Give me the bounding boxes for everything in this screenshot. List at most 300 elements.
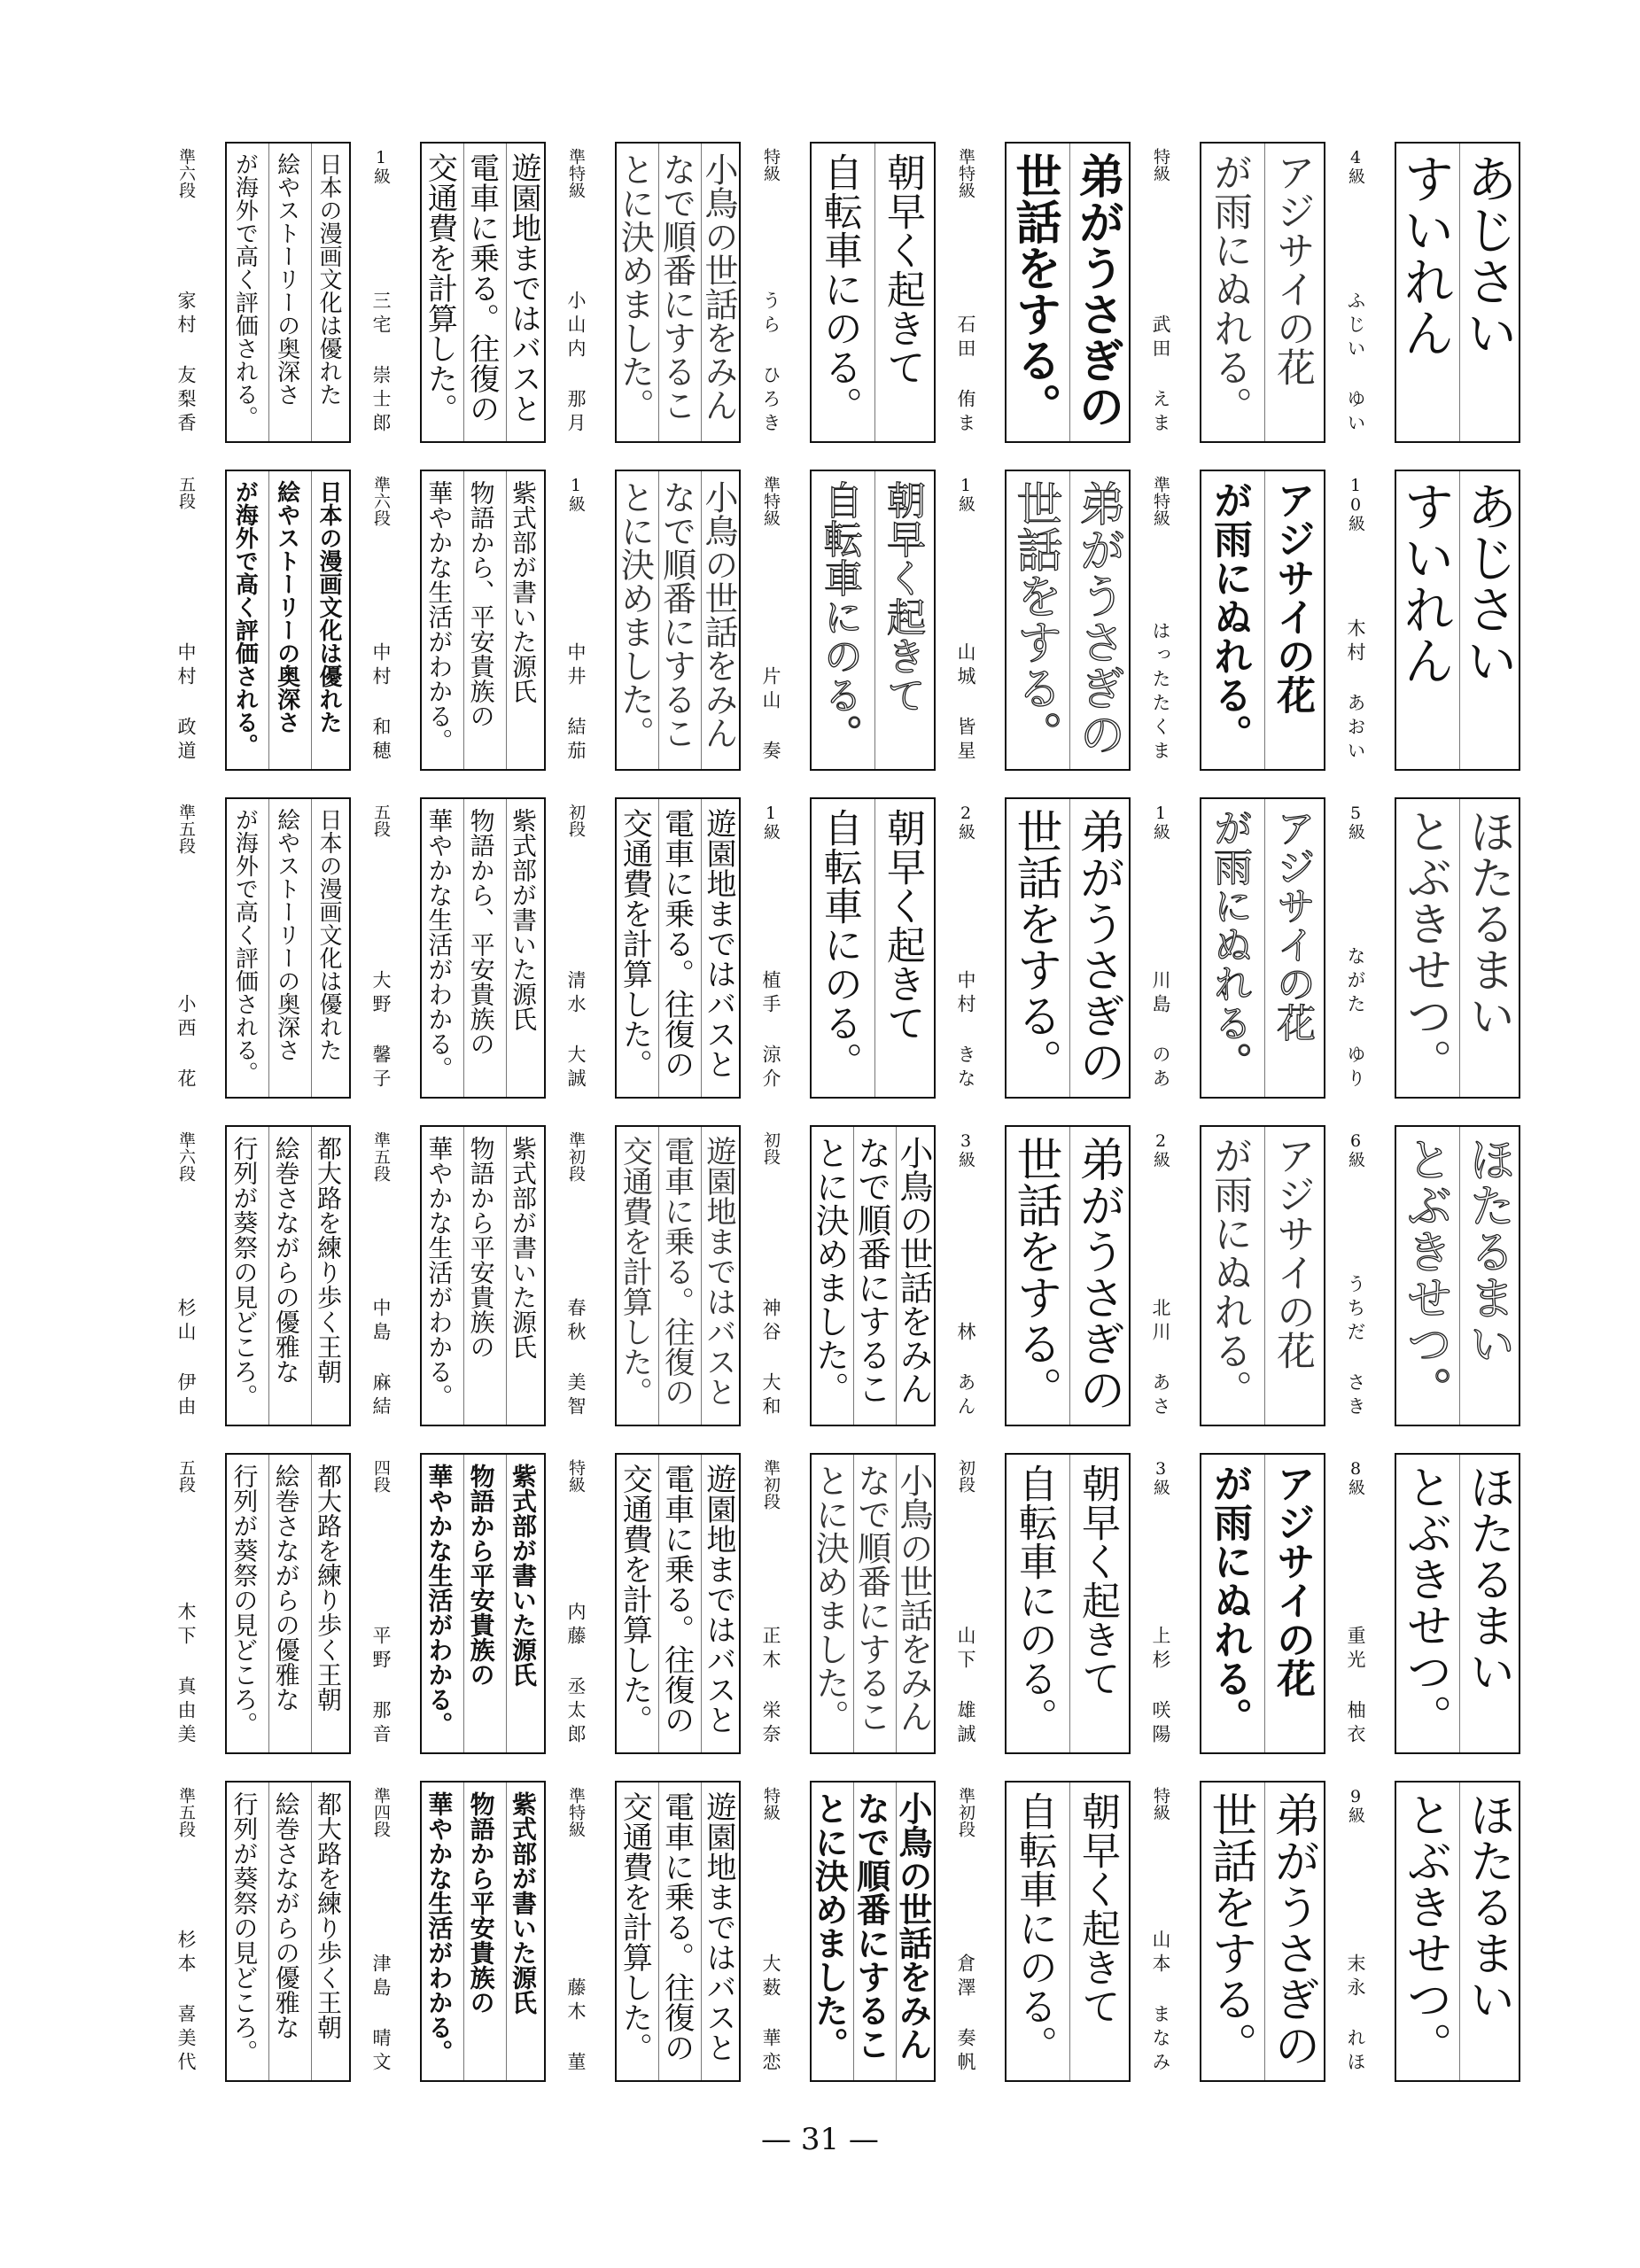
entry-meta [744, 1783, 806, 2079]
brush-text-column: 紫式部が書いた源氏 [509, 1464, 538, 1687]
brush-text-column: 世話をする。 [1203, 1791, 1256, 2068]
calligraphy-entry [939, 1776, 1134, 2086]
brush-text-column: ほたるまい [1461, 1791, 1514, 2022]
brush-text-column: なで順番にするこ [657, 480, 696, 750]
entry-name: 神谷 大和 [760, 1298, 781, 1420]
writing-box [420, 1453, 546, 1754]
brush-text-column: 自転車にのる。 [817, 480, 862, 753]
entry-meta [549, 144, 611, 440]
entry-meta [1329, 800, 1391, 1096]
writing-box [1005, 1125, 1131, 1426]
entry-rank: 6級 [1346, 1131, 1365, 1168]
brush-text-column: 自転車にのる。 [1012, 1791, 1057, 2064]
calligraphy-sheet [159, 137, 1518, 2091]
calligraphy-entry [1134, 137, 1329, 447]
entry-meta [354, 472, 416, 768]
writing-box [1005, 1781, 1131, 2082]
calligraphy-entry [1134, 1121, 1329, 1431]
brush-text-column: が雨にぬれる。 [1207, 1464, 1252, 1736]
brush-text-column: とに決めました。 [810, 1464, 850, 1733]
writing-box [615, 470, 741, 771]
writing-box [810, 470, 936, 771]
brush-text-column: 物語から平安貴族の [466, 1136, 496, 1359]
brush-text-column: 華やかな生活がわかる。 [424, 1464, 455, 1736]
entry-rank: 初段 [566, 804, 586, 837]
writing-box [225, 797, 351, 1099]
entry-rank: 特級 [1151, 148, 1170, 182]
entry-meta [1134, 1783, 1196, 2079]
writing-box [1395, 1781, 1520, 2082]
entry-rank: 準初段 [761, 1459, 781, 1510]
brush-text-column: 遊園地まではバスと [701, 1464, 736, 1735]
entry-name: 杉山 伊由 [175, 1298, 197, 1420]
brush-text-column: が海外で高く評価される。 [231, 152, 259, 429]
calligraphy-entry [549, 137, 744, 447]
entry-meta [1134, 1128, 1196, 1424]
writing-box [1395, 470, 1520, 771]
brush-text-column: 弟がうさぎの [1266, 1791, 1319, 2068]
entry-rank: 準六段 [176, 148, 196, 198]
entry-rank: 1級 [566, 476, 586, 512]
entry-name: 内藤 丞太郎 [565, 1602, 587, 1748]
entry-row [159, 137, 1518, 447]
brush-text-column: 紫式部が書いた源氏 [509, 480, 538, 703]
entry-rank: 準特級 [1151, 476, 1170, 526]
entry-name: 正木 栄奈 [760, 1626, 781, 1748]
entry-meta [1329, 472, 1391, 768]
entry-meta [159, 144, 222, 440]
entry-rank: 準五段 [176, 804, 196, 854]
brush-text-column: 世話をする。 [1008, 480, 1061, 757]
brush-text-column: アジサイの花 [1270, 808, 1315, 1042]
brush-text-column: あじさい [1457, 152, 1518, 358]
entry-rank: 準初段 [566, 1131, 586, 1182]
brush-text-column: とに決めました。 [615, 152, 655, 422]
brush-text-column: 物語から、平安貴族の [466, 480, 496, 728]
entry-name: 平野 那音 [370, 1626, 392, 1748]
brush-text-column: 遊園地まではバスと [701, 1791, 736, 2062]
writing-box [225, 470, 351, 771]
entry-rank: 準特級 [566, 148, 586, 198]
calligraphy-entry [1329, 137, 1524, 447]
calligraphy-entry [939, 1121, 1134, 1431]
entry-name: うちだ さき [1345, 1274, 1366, 1420]
brush-text-column: 日本の漫画文化は優れた [315, 480, 342, 734]
brush-text-column: 華やかな生活がわかる。 [424, 480, 455, 753]
entry-rank: 準四段 [371, 1787, 391, 1837]
brush-text-column: が雨にぬれる。 [1207, 1136, 1252, 1409]
writing-box [1005, 142, 1131, 443]
brush-text-column: 交通費を計算した。 [617, 1791, 653, 2062]
entry-meta [159, 800, 222, 1096]
entry-name: 林 あん [955, 1322, 976, 1420]
calligraphy-entry [159, 137, 354, 447]
brush-text-column: 行列が葵祭の見どころ。 [229, 1136, 260, 1409]
entry-name: 中井 結茄 [565, 642, 587, 765]
writing-box [1395, 797, 1520, 1099]
brush-text-column: 絵巻さながらの優雅な [271, 1464, 301, 1712]
writing-box [225, 1453, 351, 1754]
entry-name: 家村 友梨香 [175, 291, 197, 437]
calligraphy-entry [744, 465, 939, 775]
brush-text-column: 弟がうさぎの [1070, 152, 1124, 429]
entry-meta [159, 1783, 222, 2079]
calligraphy-entry [1134, 1449, 1329, 1759]
entry-meta [744, 800, 806, 1096]
writing-box [225, 1125, 351, 1426]
entry-rank: 8級 [1346, 1459, 1365, 1495]
entry-name: 北川 あさ [1150, 1298, 1171, 1420]
entry-name: 武田 えま [1150, 315, 1171, 437]
writing-box [1005, 470, 1131, 771]
entry-name: 三宅 崇士郎 [370, 291, 392, 437]
entry-meta [1134, 144, 1196, 440]
entry-name: 山城 皆星 [955, 642, 976, 765]
entry-rank: 特級 [1151, 1787, 1170, 1821]
entry-name: 山本 まなみ [1150, 1930, 1171, 2076]
entry-rank: 初段 [956, 1459, 975, 1493]
writing-box [810, 1781, 936, 2082]
entry-rank: 準特級 [566, 1787, 586, 1837]
calligraphy-entry [354, 1121, 549, 1431]
entry-name: 倉澤 奏帆 [955, 1953, 976, 2076]
brush-text-column: 小鳥の世話をみん [699, 152, 738, 422]
entry-name: 小山内 那月 [565, 291, 587, 437]
entry-rank: 1級 [1151, 804, 1170, 840]
brush-text-column: アジサイの花 [1270, 1464, 1315, 1697]
brush-text-column: が雨にぬれる。 [1207, 480, 1252, 753]
brush-text-column: 絵やストーリーの奥深さ [273, 808, 300, 1061]
brush-text-column: 紫式部が書いた源氏 [509, 1136, 538, 1359]
entry-meta [1329, 1456, 1391, 1751]
entry-name: 津島 晴文 [370, 1953, 392, 2076]
brush-text-column: 世話をする。 [1008, 1136, 1061, 1412]
writing-box [1395, 142, 1520, 443]
entry-rank: 五段 [371, 804, 391, 837]
brush-text-column: 自転車にのる。 [817, 152, 862, 425]
writing-box [810, 1453, 936, 1754]
calligraphy-entry [159, 793, 354, 1103]
brush-text-column: 物語から平安貴族の [466, 1464, 496, 1687]
entry-row [159, 1449, 1514, 1759]
brush-text-column: 交通費を計算した。 [617, 808, 653, 1079]
entry-rank: 五段 [176, 476, 196, 509]
calligraphy-entry [744, 1121, 939, 1431]
calligraphy-entry [1329, 793, 1524, 1103]
entry-rank: 5級 [1346, 804, 1365, 840]
entry-name: 末永 れほ [1345, 1953, 1366, 2076]
brush-text-column: なで順番にするこ [851, 1136, 891, 1405]
brush-text-column: 絵やストーリーの奥深さ [273, 152, 300, 406]
entry-name: 川島 のあ [1150, 970, 1171, 1092]
calligraphy-entry [744, 1776, 939, 2086]
calligraphy-entry [159, 1449, 354, 1759]
calligraphy-entry [354, 137, 549, 447]
brush-text-column: 自転車にのる。 [1012, 1464, 1057, 1736]
writing-box [1005, 1453, 1131, 1754]
writing-box [1200, 1781, 1325, 2082]
calligraphy-entry [549, 1776, 744, 2086]
entry-name: 大薮 華恋 [760, 1953, 781, 2076]
writing-box [810, 142, 936, 443]
brush-text-column: 朝早く起きて [1075, 1791, 1120, 2025]
brush-text-column: すいれん [1395, 480, 1455, 686]
entry-name: 中村 きな [955, 970, 976, 1092]
entry-meta [939, 144, 1001, 440]
entry-row [159, 465, 1518, 775]
page-number: — 31 — [761, 2122, 879, 2157]
brush-text-column: 都大路を練り歩く王朝 [314, 1136, 343, 1384]
entry-meta [744, 1456, 806, 1751]
brush-text-column: ほたるまい [1461, 1464, 1514, 1694]
entry-meta [939, 472, 1001, 768]
entry-name: 片山 奏 [760, 666, 781, 765]
brush-text-column: 朝早く起きて [880, 808, 925, 1042]
writing-box [1200, 1453, 1325, 1754]
calligraphy-entry [744, 793, 939, 1103]
brush-text-column: 行列が葵祭の見どころ。 [229, 1791, 260, 2064]
writing-box [1200, 1125, 1325, 1426]
brush-text-column: 自転車にのる。 [817, 808, 862, 1081]
brush-text-column: とぶきせつ。 [1398, 1791, 1451, 2068]
brush-text-column: が雨にぬれる。 [1207, 152, 1252, 425]
entry-name: 中村 和穂 [370, 642, 392, 765]
writing-box [1395, 1125, 1520, 1426]
entry-rank: 特級 [761, 148, 781, 182]
entry-meta [939, 1456, 1001, 1751]
writing-box [225, 142, 351, 443]
entry-rank: 特級 [566, 1459, 586, 1493]
brush-text-column: なで順番にするこ [657, 152, 696, 422]
brush-text-column: 朝早く起きて [880, 152, 925, 386]
brush-text-column: 電車に乗る。往復の [658, 1791, 695, 2062]
entry-name: 藤木 菫 [565, 1977, 587, 2076]
entry-meta [1329, 144, 1391, 440]
brush-text-column: 交通費を計算した。 [617, 1136, 653, 1407]
brush-text-column: とに決めました。 [810, 1136, 850, 1405]
brush-text-column: 弟がうさぎの [1071, 480, 1124, 757]
entry-meta [1134, 1456, 1196, 1751]
entry-rank: 四段 [371, 1459, 391, 1493]
writing-box [225, 1781, 351, 2082]
brush-text-column: 紫式部が書いた源氏 [509, 808, 538, 1031]
entry-meta [939, 800, 1001, 1096]
entry-rank: 9級 [1346, 1787, 1365, 1823]
entry-row [159, 1121, 1514, 1431]
calligraphy-entry [549, 1121, 744, 1431]
entry-meta [939, 1128, 1001, 1424]
entry-meta [1134, 800, 1196, 1096]
entry-name: 植手 涼介 [760, 970, 781, 1092]
writing-box [420, 1125, 546, 1426]
entry-meta [1134, 472, 1196, 768]
brush-text-column: 華やかな生活がわかる。 [424, 1136, 455, 1409]
calligraphy-entry [354, 793, 549, 1103]
entry-rank: 1級 [956, 476, 975, 512]
calligraphy-entry [1329, 1776, 1524, 2086]
entry-rank: 準六段 [371, 476, 391, 526]
writing-box [1200, 142, 1325, 443]
entry-meta [159, 1456, 222, 1751]
entry-rank: 五段 [176, 1459, 196, 1493]
brush-text-column: ほたるまい [1461, 808, 1514, 1038]
entry-name: うら ひろき [760, 291, 781, 437]
entry-name: 重光 柚衣 [1345, 1626, 1366, 1748]
entry-meta [744, 144, 806, 440]
brush-text-column: 都大路を練り歩く王朝 [314, 1464, 343, 1712]
entry-rank: 準六段 [176, 1131, 196, 1182]
writing-box [615, 1453, 741, 1754]
entry-meta [939, 1783, 1001, 2079]
entry-meta [549, 800, 611, 1096]
entry-rank: 1級 [761, 804, 781, 840]
calligraphy-entry [159, 465, 354, 775]
brush-text-column: が海外で高く評価される。 [231, 480, 259, 757]
writing-box [615, 797, 741, 1099]
calligraphy-entry [1134, 793, 1329, 1103]
calligraphy-entry [549, 465, 744, 775]
brush-text-column: とに決めました。 [809, 1791, 850, 2061]
entry-rank: 2級 [956, 804, 975, 840]
brush-text-column: 都大路を練り歩く王朝 [314, 1791, 343, 2039]
brush-text-column: 電車に乗る。往復の [658, 1464, 695, 1735]
entry-meta [354, 1456, 416, 1751]
entry-meta [354, 144, 416, 440]
brush-text-column: すいれん [1395, 152, 1455, 358]
entry-name: 春秋 美智 [565, 1298, 587, 1420]
entry-rank: 3級 [956, 1131, 975, 1168]
calligraphy-entry [1134, 465, 1329, 775]
calligraphy-entry [549, 1449, 744, 1759]
entry-rank: 特級 [761, 1787, 781, 1821]
writing-box [1200, 797, 1325, 1099]
brush-text-column: 物語から、平安貴族の [466, 808, 496, 1056]
brush-text-column: 小鳥の世話をみん [894, 1136, 933, 1405]
calligraphy-entry [744, 1449, 939, 1759]
calligraphy-entry [354, 1449, 549, 1759]
brush-text-column: 電車に乗る。往復の [658, 1136, 695, 1407]
entry-rank: 準特級 [761, 476, 781, 526]
entry-name: 木村 あおい [1345, 618, 1366, 765]
brush-text-column: 日本の漫画文化は優れた [315, 152, 342, 406]
entry-name: 中島 麻結 [370, 1298, 392, 1420]
writing-box [615, 1125, 741, 1426]
writing-box [1005, 797, 1131, 1099]
calligraphy-entry [939, 465, 1134, 775]
writing-box [1395, 1453, 1520, 1754]
writing-box [420, 142, 546, 443]
writing-box [810, 797, 936, 1099]
brush-text-column: とぶきせつ。 [1398, 808, 1451, 1084]
writing-box [420, 797, 546, 1099]
entry-name: 石田 侑ま [955, 315, 976, 437]
entry-name: 清水 大誠 [565, 970, 587, 1092]
brush-text-column: が海外で高く評価される。 [231, 808, 259, 1084]
brush-text-column: 行列が葵祭の見どころ。 [229, 1464, 260, 1736]
calligraphy-entry [159, 1121, 354, 1431]
entry-name: はったたくま [1150, 621, 1171, 765]
entry-meta [1329, 1128, 1391, 1424]
brush-text-column: 絵やストーリーの奥深さ [273, 480, 300, 734]
entry-name: 杉本 喜美代 [175, 1930, 197, 2076]
brush-text-column: とぶきせつ。 [1398, 1464, 1451, 1740]
entry-meta [744, 472, 806, 768]
entry-meta [744, 1128, 806, 1424]
entry-rank: 10級 [1346, 476, 1365, 532]
brush-text-column: 絵巻さながらの優雅な [271, 1791, 301, 2039]
writing-box [615, 1781, 741, 2082]
brush-text-column: 遊園地まではバスと [506, 152, 541, 423]
entry-rank: 1級 [371, 148, 391, 184]
calligraphy-entry [1134, 1776, 1329, 2086]
writing-box [420, 470, 546, 771]
entry-meta [549, 472, 611, 768]
entry-rank: 4級 [1346, 148, 1365, 184]
brush-text-column: 弟がうさぎの [1071, 1136, 1124, 1412]
entry-name: 木下 真由美 [175, 1602, 197, 1748]
calligraphy-entry [939, 137, 1134, 447]
entry-meta [354, 800, 416, 1096]
entry-name: ふじい ゆい [1345, 291, 1366, 437]
calligraphy-entry [354, 1776, 549, 2086]
brush-text-column: が雨にぬれる。 [1207, 808, 1252, 1081]
entry-name: 上杉 咲陽 [1150, 1626, 1171, 1748]
calligraphy-entry [1329, 465, 1524, 775]
entry-rank: 初段 [761, 1131, 781, 1165]
brush-text-column: 華やかな生活がわかる。 [424, 1791, 455, 2064]
brush-text-column: 小鳥の世話をみん [894, 1464, 933, 1733]
entry-rank: 準初段 [956, 1787, 975, 1837]
entry-meta [1329, 1783, 1391, 2079]
calligraphy-entry [744, 137, 939, 447]
brush-text-column: 電車に乗る。往復の [463, 152, 500, 423]
entry-name: ながた ゆり [1345, 946, 1366, 1092]
brush-text-column: 交通費を計算した。 [617, 1464, 653, 1735]
entry-meta [549, 1783, 611, 2079]
brush-text-column: アジサイの花 [1270, 152, 1315, 386]
calligraphy-entry [1329, 1449, 1524, 1759]
entry-meta [354, 1128, 416, 1424]
brush-text-column: 弟がうさぎの [1071, 808, 1124, 1084]
calligraphy-entry [549, 793, 744, 1103]
brush-text-column: アジサイの花 [1270, 1136, 1315, 1370]
brush-text-column: ほたるまい [1461, 1136, 1514, 1366]
brush-text-column: 小鳥の世話をみん [893, 1791, 933, 2061]
entry-name: 小西 花 [175, 994, 197, 1092]
calligraphy-entry [159, 1776, 354, 2086]
entry-name: 山下 雄誠 [955, 1626, 976, 1748]
calligraphy-entry [939, 1449, 1134, 1759]
calligraphy-entry [354, 465, 549, 775]
writing-box [810, 1125, 936, 1426]
entry-meta [159, 472, 222, 768]
brush-text-column: アジサイの花 [1270, 480, 1315, 714]
entry-row [159, 793, 1514, 1103]
brush-text-column: 朝早く起きて [1075, 1464, 1120, 1697]
writing-box [420, 1781, 546, 2082]
brush-text-column: なで順番にするこ [851, 1791, 891, 2061]
brush-text-column: なで順番にするこ [851, 1464, 891, 1733]
brush-text-column: あじさい [1457, 480, 1518, 686]
brush-text-column: 朝早く起きて [880, 480, 925, 714]
entry-meta [549, 1128, 611, 1424]
entry-rank: 準五段 [371, 1131, 391, 1182]
brush-text-column: とに決めました。 [615, 480, 655, 750]
brush-text-column: 紫式部が書いた源氏 [509, 1791, 538, 2015]
entry-rank: 準五段 [176, 1787, 196, 1837]
entry-rank: 準特級 [956, 148, 975, 198]
brush-text-column: 日本の漫画文化は優れた [315, 808, 342, 1061]
